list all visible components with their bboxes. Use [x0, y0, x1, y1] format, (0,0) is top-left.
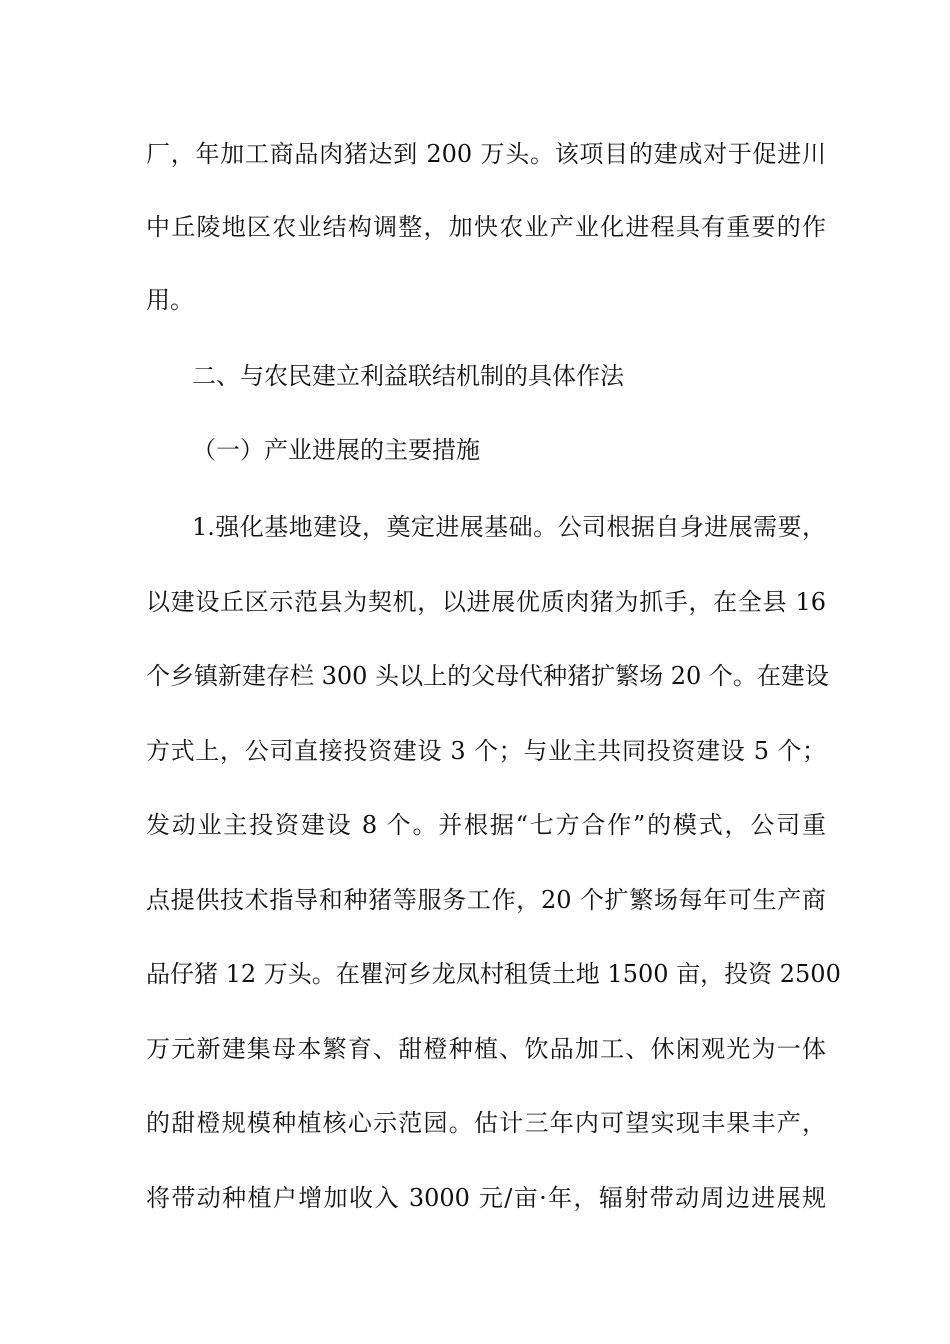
subsection-heading: （一）产业进展的主要措施: [192, 436, 480, 464]
text-line: 个乡镇新建存栏 300 头以上的父母代种猪扩繁场 20 个。在建设: [146, 662, 829, 690]
text-line: 点提供技术指导和种猪等服务工作，20 个扩繁场每年可生产商: [146, 886, 826, 914]
text-line: 以建设丘区示范县为契机，以进展优质肉猪为抓手，在全县 16: [146, 588, 826, 616]
text-line: 将带动种植户增加收入 3000 元/亩·年，辐射带动周边进展规: [146, 1184, 826, 1212]
text-line: 的甜橙规模种植核心示范园。估计三年内可望实现丰果丰产，: [146, 1109, 826, 1137]
text-line: 方式上，公司直接投资建设 3 个；与业主共同投资建设 5 个；: [146, 737, 826, 765]
section-heading: 二、与农民建立利益联结机制的具体作法: [192, 362, 624, 390]
text-line: 中丘陵地区农业结构调整，加快农业产业化进程具有重要的作: [146, 213, 826, 241]
text-line: 厂，年加工商品肉猪达到 200 万头。该项目的建成对于促进川: [146, 140, 826, 168]
text-line: 用。: [146, 286, 194, 314]
text-line: 发动业主投资建设 8 个。并根据“七方合作”的模式，公司重: [146, 811, 826, 839]
text-line: 1.强化基地建设，奠定进展基础。公司根据自身进展需要，: [192, 513, 826, 541]
text-line: 品仔猪 12 万头。在瞿河乡龙凤村租赁土地 1500 亩，投资 2500: [146, 960, 841, 988]
text-line: 万元新建集母本繁育、甜橙种植、饮品加工、休闲观光为一体: [146, 1035, 826, 1063]
